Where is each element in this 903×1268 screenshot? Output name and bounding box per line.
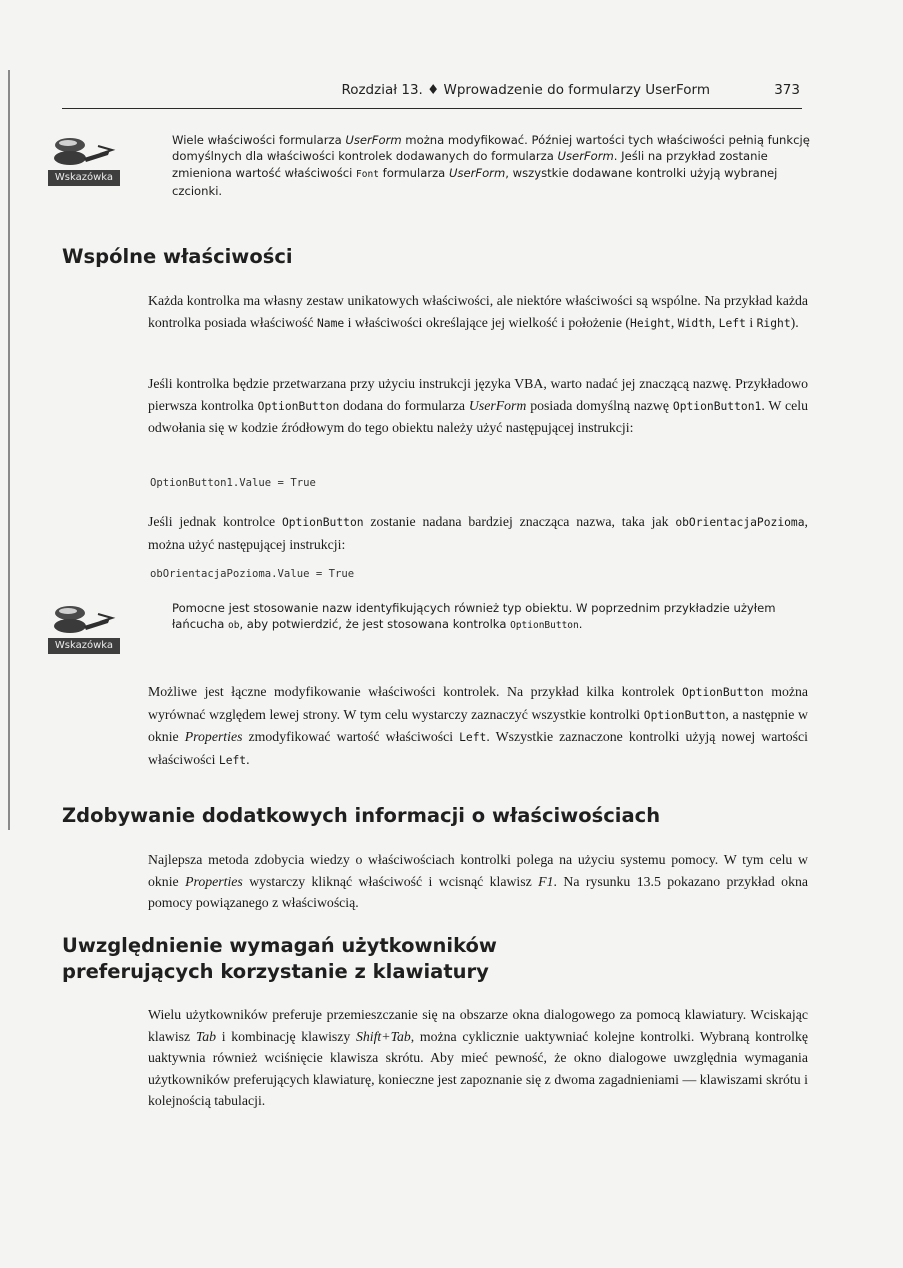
chapter-title: Rozdział 13. ♦ Wprowadzenie do formularzy UserForm bbox=[341, 82, 710, 98]
paragraph: Jeśli kontrolka będzie przetwarzana przy użyciu instrukcji języka VBA, warto nadać jej znaczącą nazwę. Przykładowo pierwsza kontrolka OptionButton dodana do formularza UserForm posiada domyślną nazwę OptionButton1. W celu odwołania się w kodzie źródłowym do tego obiektu należy użyć następującej instrukcji: bbox=[148, 376, 808, 436]
page-number: 373 bbox=[774, 82, 800, 98]
code-listing: obOrientacjaPozioma.Value = True bbox=[150, 568, 355, 580]
tip-badge: Wskazówka bbox=[48, 638, 120, 654]
section-heading-common-properties: Wspólne właściwości bbox=[62, 245, 293, 268]
code-listing: OptionButton1.Value = True bbox=[150, 477, 316, 489]
paragraph: Możliwe jest łączne modyfikowanie właściwości kontrolek. Na przykład kilka kontrolek OptionButton można wyrównać względem lewej strony. W tym celu wystarczy zaznaczyć wszystkie kontrolki OptionButton, a następnie w oknie Properties zmodyfikować wartość właściwości Left. Wszystkie zaznaczone kontrolki użyją nowej wartości właściwości Left. bbox=[148, 684, 808, 767]
paragraph: Wielu użytkowników preferuje przemieszczanie się na obszarze okna dialogowego za pomocą klawiatury. Wciskając klawisz Tab i kombinację klawiszy Shift+Tab, można cyklicznie uaktywniać kolejne kontrolki. Wybraną kontrolkę uaktywnia również wciśnięcie klawisza skrótu. Aby mieć pewność, że okno dialogowe uwzględnia wymagania użytkowników preferujących klawiaturę, konieczne jest zapoznanie się z dwoma zagadnieniami — klawiszami skrótu i kolejnością tabulacji. bbox=[148, 1007, 808, 1109]
tip-text: Wiele właściwości formularza UserForm można modyfikować. Później wartości tych właściwości pełnią funkcję domyślnych dla właściwości kontrolek dodawanych do formularza UserForm. Jeśli na przykład zostanie zmieniona wartość właściwości Font formularza UserForm, wszystkie dodawane kontrolki użyją wybranej czcionki. bbox=[172, 133, 810, 199]
paragraph: Jeśli jednak kontrolce OptionButton zostanie nadana bardziej znacząca nazwa, taka jak obOrientacjaPozioma, można użyć następującej instrukcji: bbox=[148, 514, 808, 552]
paragraph: Każda kontrolka ma własny zestaw unikatowych właściwości, ale niektóre właściwości są wspólne. Na przykład każda kontrolka posiada właściwość Name i właściwości określające jej wielkość i położenie (Height, Width, Left i Right). bbox=[148, 293, 808, 330]
running-header bbox=[62, 78, 802, 109]
section-heading-more-info: Zdobywanie dodatkowych informacji o właściwościach bbox=[62, 804, 661, 827]
section-heading-keyboard-users bbox=[62, 933, 497, 985]
tip-text: Pomocne jest stosowanie nazw identyfikujących również typ obiektu. W poprzednim przykładzie użyłem łańcucha ob, aby potwierdzić, że jest stosowana kontrolka OptionButton. bbox=[172, 601, 776, 632]
heading-line: Uwzględnienie wymagań użytkowników bbox=[62, 934, 497, 957]
heading-line: preferujących korzystanie z klawiatury bbox=[62, 960, 489, 983]
page-edge-rule bbox=[8, 70, 10, 830]
tip-badge: Wskazówka bbox=[48, 170, 120, 186]
paragraph: Najlepsza metoda zdobycia wiedzy o właściwościach kontrolki polega na użyciu systemu pomocy. W tym celu w oknie Properties wystarczy kliknąć właściwość i wcisnąć klawisz F1. Na rysunku 13.5 pokazano przykład okna pomocy powiązanego z właściwością. bbox=[148, 852, 808, 911]
